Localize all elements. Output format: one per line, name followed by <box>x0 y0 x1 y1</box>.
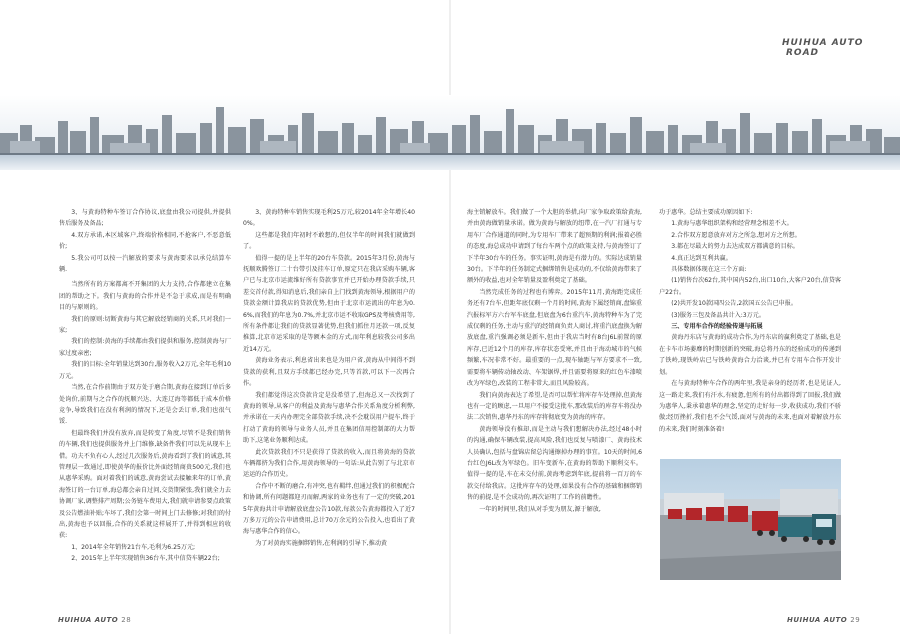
paragraph: 5.我公司可以按一汽解放的要求与黄海要求以承兑结算车辆. <box>59 254 231 274</box>
list-item: 4.真正达到互利共赢。 <box>671 254 732 262</box>
paragraph: 我们的控制:黄海的手续都由我们提供和服务,控制黄海与厂家过度亲密; <box>59 338 231 357</box>
paragraph: 当然,在合作前期由于双方处于磨合期,黄海在接到订单后多处询价,前期与之合作的抚顺兴达、大连辽海等都低于成本价格竞争,导致我们在没有利润的情况下,还是会丢订单,我们也很气馁. <box>59 384 231 426</box>
header-logo <box>782 38 877 58</box>
footer-logo: HUIHUA AUTO <box>58 616 119 624</box>
truck-yard-photo <box>660 459 841 580</box>
text-column-1 <box>59 207 231 565</box>
footer-right <box>787 616 860 624</box>
footer-left <box>58 616 131 624</box>
paragraph: 但最终我们并没有放弃,而是转变了角度,尽管不是我们销售的车辆,我们也提供服务并上门维修,缺备件我们可以先从现车上借。功夫不负有心人,经过几次服务后,黄海看到了我们的诚意,其管理层一致通过,即使黄华的报价比外面经销商贵500元,我们也从惠华采购。面对着我们的诚意,黄海尝试去接触来年的订单,黄海签订的一台订单,海总都会亲自过问,交货期紧张,我们就全力去协调厂家,调整排产周期;公务链车费用大,我们就申请参要点政策及公告燃油补贴;车坏了,我们会第一时间上门去修修;对我们的付出,黄海也予以回报,合作的关系就这样展开了,并得到相应的收获: <box>59 429 231 540</box>
paragraph: 3、黄海特种车销售实现毛利25万元,较2014年全年增长400%。 <box>243 209 415 228</box>
paragraph: 黄海业务表示,利息省出来也是为用户省,黄海从中间得不到贷款的获利,且双方手续都已经办完,只等首款,可以下一次再合作。 <box>243 357 415 388</box>
paragraph: 4.双方承诺,本区域客户,终端价格相同,不抢客户,不恶意低价; <box>59 231 231 251</box>
paragraph: 我们的目标:全年销量达到30台,服务收入2万元,全年毛利10万元。 <box>59 361 231 380</box>
list-item: 1.黄海与惠华组织架构和经营理念相差不大。 <box>671 220 793 228</box>
page-number: 28 <box>121 616 132 624</box>
footer-logo: HUIHUA AUTO <box>787 616 848 624</box>
paragraph: 我们向黄海表达了希望,是否可以帮忙将库存车处理掉,但黄海也有一定的顾虑,一旦用户不接受这批车,那改装后的库存车将没办法二次销售,惠华丹东的库存将彻底变为黄海的库存。 <box>467 391 642 422</box>
paragraph: 我们都觉得这次贷款肯定是没希望了,但海总又一次找到了黄海的领导,从客户的利益及黄海与惠华合作关系角度分析利弊,并承诺在一天内办理完全部贷款手续,决不会耽误用户提车,终于打动了黄海的领导与业务人员,并且在集团信用控制部的大力帮助下,这笔业务顺利达成。 <box>243 391 415 445</box>
paragraph: 具体数据体现在这三个方面: <box>671 266 747 274</box>
paragraph: 2、2015年上半年实现销售36台车,其中信贷车辆22台; <box>71 555 220 563</box>
paragraph: 在与黄海特种车合作的两年里,我是亲身的经历者,也是见证人,这一路走来,我们有汗水,有疲惫,但所有的付出都得到了回报,我们做为惠华人,秉承着惠华的理念,坚定的走好每一步,收获成功,我们不骄傲;经历挫折,我们也不会气馁,面对与黄海的未来,也面对着解放丹东的未来,我们时刻准备着! <box>659 380 841 433</box>
paragraph: 当然完成任务的过程也有博弈。2015年11月,黄海距完成任务还有7台车,但距年底仅剩一个月的时间,黄海下属经销商,盘锦重汽报标军方六台军车底盘,但底盘为6台重汽车,黄海特种车为了完成仅剩的任务,主动与重汽的经销商负责人商讨,将重汽底盘换为解放底盘,重汽强调必须是新车,但由于我店当时有8台J6L前置的原库存,已近12个月的库存,库存状态受寒,并且由于海动城市的气候频繁,车况非常不好。最重要的一点,现车轴距与军方要求不一致,需要将车辆传动轴改动、车架锯焊,并且需要将原来的红色车漆喷改为军绿色,改装的工程非常大,而且风险较高。 <box>467 288 642 388</box>
list-item: 2.合作双方愿意放弃对方之所急,想对方之所想。 <box>671 231 801 239</box>
paragraph: 此次贷款我们不只是获得了贷款的收入,而且将黄海的贷款车辆都挤为我们合作,用黄海领导的一句话:从此告别了与北京市运运的合作历史。 <box>243 448 415 479</box>
header-logo-line2: ROAD <box>786 48 820 58</box>
paragraph: 海主销解放车。我们做了一个大胆的举措,向厂家争取政策给黄海,并由黄海做销量承诺。做为黄海与解放的纽带,在一汽厂打通与专用车厂合作通道的同时,为专用车厂带来了超预期的利润;报着必胜的态度,海总成功申请到了每台车两个点的政策支持,与黄海签订了下半年30台车的任务。事实证明,黄海是有潜力的。实际达成销量30台。下半年的任务制定式捆绑销售是成功的,不仅给黄海带来了额外的收益,也对全年销量及盈利奠定了基础。 <box>467 209 642 285</box>
paragraph: 黄海领导没有推却,而是主动与我们想解决办法,经过48小时的沟通,确保车辆改装,提高风险,我们也反复与喷漆厂、黄海技术人员确认,包括与盘锦店留总沟通擦掉办理的事宜。10天的时间,6台红色J6L改为军绿色。旧车变新车,在黄海的帮助下顺利交车。值得一提的是,车在未交付前,黄海考虑到年底,提前将一百万的车款交付给我店。这批库存车的处理,如果没有合作的基础和捆绑销售的前提,是不会成功的,再次证明了工作的前瞻性。 <box>467 425 642 502</box>
paragraph: 值得一提的是上半年的20台车贷款。2015年3月份,黄海与抚顺欢腾签订二十台带引及挂车订单,原定只在我店采购车辆,客户已与北京市运流维好所有贷款事宜并已开始办理贷款手续,只差交首付款,得知消息后,我们亲自上门找到黄海领导,根据用户的贷款金额计算我店的贷款优势,但由于北京市运流出的年息为0.6%,而我们的年息为0.7%,并北京市运不收取GPS及考核费用等,所有条件都让我们的贷款显著优势,但我们抓住月还款一项,反复推算,北京市运采取的是等额本金的方式,而年利息较我公司多出近14万元。 <box>243 254 415 353</box>
header-logo-line1: HUIHUA AUTO <box>782 38 864 48</box>
page-number: 29 <box>850 616 861 624</box>
text-column-4 <box>659 207 841 435</box>
paragraph: 黄海丹东店与黄海的成功合作,为丹东店的赢利奠定了基础,也是在卡车市场萎靡的时期创新的突破,海总将丹东的经验成功的传递到了铁岭,现铁岭店已与铁岭黄海合力洽谈,并已有专用车合作开发计划。 <box>659 334 841 376</box>
list-item: 3.都在尽最大的努力去达成双方都满意的目标。 <box>671 243 799 251</box>
list-item: (2)共开发10款国四公告,2款国五公告已申报。 <box>671 300 797 308</box>
paragraph: 3、与黄海特种车签订合作协议,底盘由我公司提供,并提供售后服务及备品; <box>59 209 231 228</box>
paragraph: 为了对黄海实施捆绑销售,在利润的引导下,推动黄 <box>255 539 388 547</box>
paragraph: 合作中不断的磨合,有冲突,也有羁绊,但通过我们的积极配合和协调,所有问题都迎刃而解,两家的业务也有了一定的突破,2015年黄海共计申请解放底盘公告10款,每款公告黄海都投入了近7万多万元的公告申请费用,总计70万余元的公告投入,也看出了黄海与惠华合作的信心。 <box>243 482 415 536</box>
text-column-2 <box>243 207 415 549</box>
list-item: (1)销售台次62台,其中国内52台,出口10台,大客户20台,信贷客户22台。 <box>659 277 841 296</box>
paragraph: 当然所有的方案都离不开集团的大力支持,合作都建立在集团的帮助之下。我们与黄海的合作并是不急于求成,而是有明确目的与原则的。 <box>59 281 231 312</box>
paragraph: 一年的时间里,我们从对手变为朋友,源于解放, <box>479 505 601 513</box>
text-column-3 <box>467 207 642 515</box>
paragraph: 我们的原则:切断黄海与其它解放经销商的关系,只对我们一家; <box>59 315 231 335</box>
paragraph: 1、2014年全年销售21台车,毛利为6.25万元; <box>71 543 196 551</box>
list-item: (3)服务三包及备品共计入:3万元。 <box>671 311 765 319</box>
paragraph: 这些都是我们年初时不敢想的,但仅半年的时间我们就做到了。 <box>243 231 415 251</box>
section-heading: 三、专用车合作的经验传递与拓展 <box>671 323 763 331</box>
city-skyline-banner <box>0 95 900 170</box>
paragraph: 功于惠华。总结主要成功原因如下: <box>659 209 753 216</box>
